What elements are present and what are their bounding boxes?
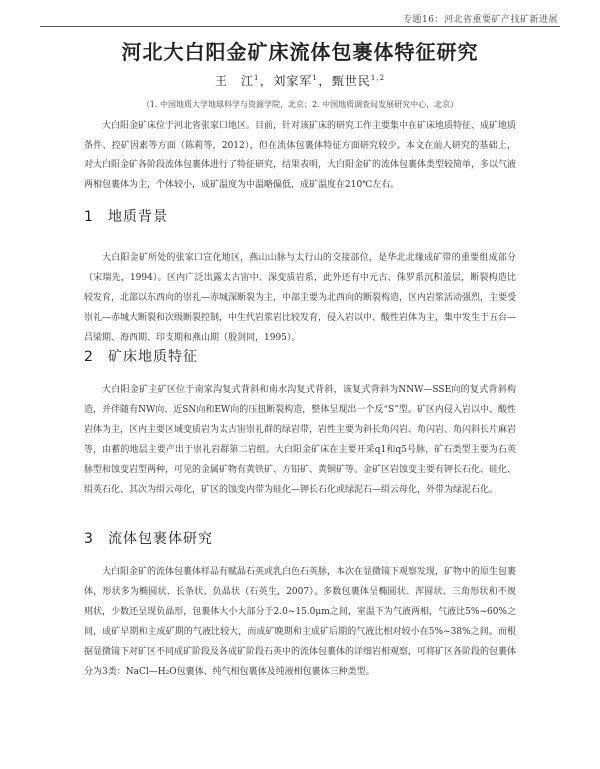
author-name: 刘家军: [273, 74, 313, 88]
section-number: 1: [84, 209, 94, 225]
section-title: 矿床地质特征: [108, 349, 198, 365]
author-affiliation-mark: 1: [312, 74, 318, 82]
section-heading: [84, 346, 516, 366]
paper-title: 河北大白阳金矿床流体包裹体特征研究: [121, 40, 479, 64]
affiliations: （1. 中国地质大学地球科学与资源学院，北京；2. 中国地质调查局发展研究中心，北京）: [141, 100, 459, 109]
section-body: 大白阳金矿主矿区位于南家沟复式背斜和南水沟复式背斜，该复式背斜为NNW—SSE向的复式背斜构造，并伴随有NW向、近SN向和EW向的压扭断裂构造，整体呈现出一个反“S”型。矿区内侵入岩以中、酸性岩体为主，区内主要区域变质岩为太古宙崇礼群的绿岩带，岩性主要为斜长角闪岩、角闪岩、角闪斜长片麻岩等，由蓄的地层主要产出于崇礼岩群第二岩组。大白阳金矿床在主要开采q1和q5号脉，矿石类型主要为石英脉型和蚀变岩型两种，可见的金属矿物有黄铁矿、方铅矿、黄铜矿等。金矿区岩蚀变主要有钾长石化、硅化、绢英石化、其次为绢云母化，矿区的蚀变内带为硅化—钾长石化或绿泥石—绢云母化，外带为绿泥石化。: [84, 385, 517, 495]
section-number: 2: [84, 349, 94, 365]
section-geological-background: [84, 206, 516, 348]
section-body: 大白阳金矿的流体包裹体样品有赋晶石英或乳白色石英脉，本次在显微镜下观察发现，矿物中的原生包裹体，形状多为椭圆状、长条状、负晶状（石英生，2007）。多数包裹体呈椭圆状、浑圆状、三角形状和不规则状，少数还呈现负晶形，包裹体大小大部分于2.0~15.0μm之间，室温下为气液两相，气液比5%~60%之间，成矿早期和主成矿期的气液比较大，而成矿晚期和主成矿后期的气液比相对较小在5%~38%之间。而根据显微镜下对矿区不同成矿阶段及各成矿阶段石英中的流体包裹体的详细岩相观察，可将矿区各阶段的包裹体分为3类：NaCl—H₂O包裹体、纯气相包裹体及纯液相包裹体三种类型。: [84, 567, 517, 677]
section-heading: [84, 528, 516, 548]
section-title: 地质背景: [108, 209, 168, 225]
author-affiliation-mark: 1,2: [370, 74, 386, 82]
author-name: 王 江: [214, 74, 254, 88]
author-list: 王 江$^1$，刘家军$^1$，甄世民$^{1,2}$: [214, 74, 386, 88]
abstract: 大白阳金矿床位于河北省张家口地区。目前，针对该矿床的研究工作主要集中在矿床地质特征、成矿地质条件、控矿因素等方面（陈莉等，2012），但在流体包裹体特征方面研究较少。本文在前人研究的基础上，对大白阳金矿各阶段流体包裹体进行了特征研究，结果表明，大白阳金矿的流体包裹体类型较简单，多以气液两相包裹体为主，个体较小，成矿温度为中温略偏低，成矿温度在210℃左右。: [84, 121, 517, 190]
running-header: 专题16：河北省重要矿产找矿新进展: [403, 15, 558, 25]
author-affiliation-mark: 1: [253, 74, 260, 82]
section-deposit-geology: [84, 346, 516, 500]
header-rule: [40, 26, 560, 27]
section-title: 流体包裹体研究: [108, 531, 213, 547]
section-body: 大白阳金矿所处的张家口宣化地区，燕山山脉与太行山的交接部位，是华北北缘成矿带的重要组成部分（宋瑞先，1994）。区内广泛出露太古宙中、深变质岩系，此外还有中元古、侏罗系沉积盖层，断裂构造比较发育，北部以东西向的崇礼—赤城深断裂为主，中部主要为北西向的断裂构造，区内岩浆活动强烈，主要受崇礼—赤城大断裂和次级断裂控制，中生代岩浆岩比较发育，侵入岩以中、酸性岩体为主，集中发生于五台—吕梁期、海西期、印支期和燕山期（殷剑同，1995）。: [84, 253, 517, 343]
section-fluid-inclusions: [84, 528, 516, 682]
section-number: 3: [84, 531, 94, 547]
author-name: 甄世民: [331, 74, 371, 88]
section-heading: [84, 206, 516, 226]
